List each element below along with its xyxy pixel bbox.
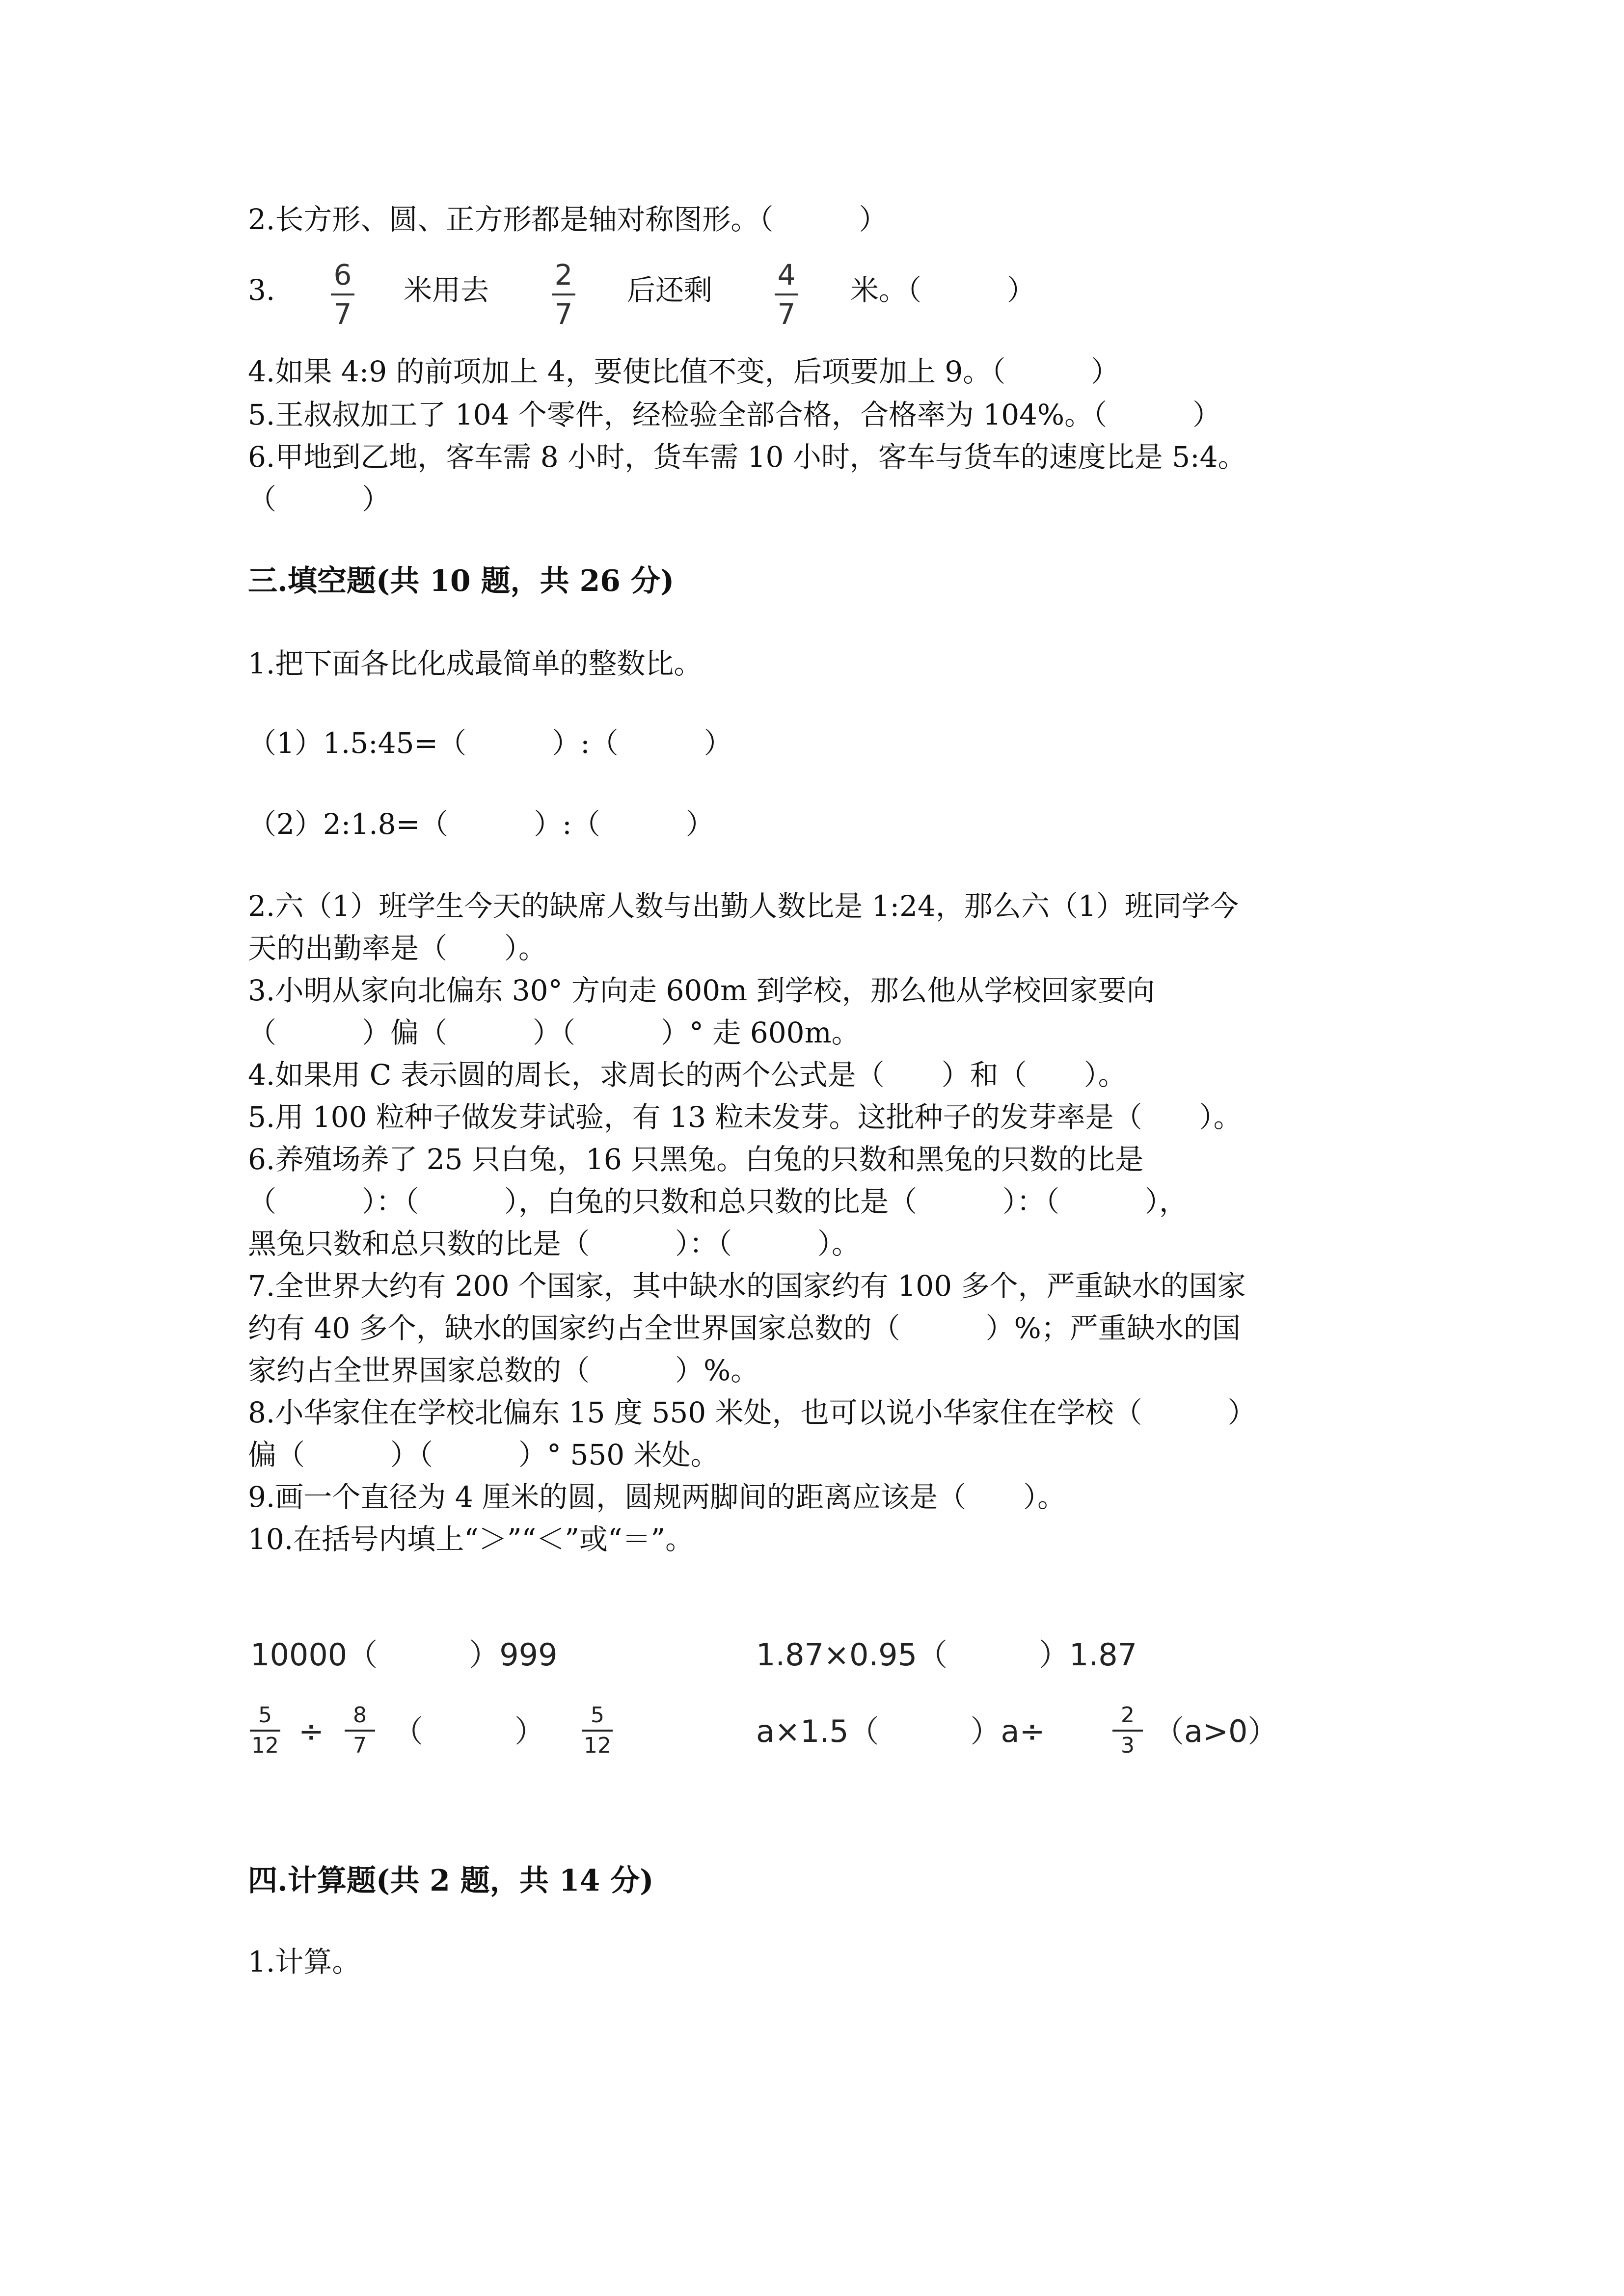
fill-item-7-line-1: 7.全世界大约有 200 个国家，其中缺水的国家约有 100 多个，严重缺水的国家 — [248, 1269, 1246, 1303]
fill-item-7-line-3: 家约占全世界国家总数的（ ）%。 — [248, 1354, 759, 1387]
fill-item-2-line-2: 天的出勤率是（ ）。 — [248, 932, 547, 965]
fraction-numerator: 8 — [353, 1703, 367, 1728]
fraction-denominator: 12 — [251, 1733, 279, 1758]
fraction-denominator: 7 — [554, 297, 573, 331]
fraction-numerator: 5 — [258, 1703, 272, 1728]
compare-row-2-right-a: a×1.5（ ）a÷ — [756, 1713, 1045, 1749]
fraction-bar — [582, 1730, 613, 1732]
fill-item-1-part-2: （2）2:1.8=（ ）:（ ） — [248, 807, 714, 841]
fraction-denominator: 7 — [777, 297, 796, 331]
fraction-4-7 — [772, 259, 801, 330]
compare-row-1-right: 1.87×0.95（ ）1.87 — [756, 1637, 1137, 1673]
fraction-bar — [250, 1730, 280, 1732]
fill-item-9: 9.画一个直径为 4 厘米的圆，圆规两脚间的距离应该是（ ）。 — [248, 1480, 1066, 1514]
judge-item-3-text-a: 米用去 — [404, 273, 489, 307]
compare-row-2-paren: （ ） — [393, 1713, 545, 1749]
fraction-numerator: 2 — [554, 258, 573, 292]
fraction-denominator: 3 — [1121, 1733, 1135, 1758]
fraction-2-7 — [549, 259, 578, 330]
fill-item-10: 10.在括号内填上“＞”“＜”或“＝”。 — [248, 1522, 694, 1556]
fraction-5-12-a — [248, 1703, 282, 1758]
judge-item-3-number: 3. — [248, 273, 275, 307]
fraction-numerator: 6 — [333, 258, 352, 292]
calc-item-1: 1.计算。 — [248, 1945, 361, 1978]
judge-item-6-answer: （ ） — [248, 482, 391, 516]
divide-sign: ÷ — [298, 1713, 324, 1749]
fraction-numerator: 4 — [777, 258, 796, 292]
fill-item-3-line-2: （ ）偏（ ）（ ）° 走 600m。 — [248, 1016, 860, 1049]
fraction-8-7 — [343, 1703, 377, 1758]
fraction-bar — [775, 294, 798, 295]
fraction-bar — [331, 294, 354, 295]
judge-item-3-tail: 米。（ ） — [850, 273, 1036, 307]
fill-item-7-line-2: 约有 40 多个，缺水的国家约占全世界国家总数的（ ）%；严重缺水的国 — [248, 1311, 1241, 1345]
judge-item-3-text-b: 后还剩 — [627, 273, 713, 307]
compare-row-1-left: 10000（ ）999 — [250, 1637, 558, 1673]
judge-item-5: 5.王叔叔加工了 104 个零件，经检验全部合格，合格率为 104%。（ ） — [248, 398, 1221, 431]
fraction-denominator: 7 — [333, 297, 352, 331]
fill-item-6-line-3: 黑兔只数和总只数的比是（ ）：（ ）。 — [248, 1227, 861, 1260]
fill-item-5: 5.用 100 粒种子做发芽试验，有 13 粒未发芽。这批种子的发芽率是（ ）。 — [248, 1100, 1242, 1134]
fill-item-1: 1.把下面各比化成最简单的整数比。 — [248, 647, 703, 680]
fill-item-6-line-2: （ ）：（ ），白兔的只数和总只数的比是（ ）：（ ）， — [248, 1185, 1188, 1218]
fill-item-6-line-1: 6.养殖场养了 25 只白兔，16 只黑兔。白兔的只数和黑兔的只数的比是 — [248, 1143, 1144, 1176]
judge-item-6: 6.甲地到乙地，客车需 8 小时，货车需 10 小时，客车与货车的速度比是 5:4。 — [248, 440, 1246, 474]
judge-item-2: 2.长方形、圆、正方形都是轴对称图形。（ ） — [248, 203, 888, 236]
compare-row-2-right-b: （a>0） — [1154, 1713, 1278, 1749]
fraction-numerator: 2 — [1121, 1703, 1135, 1728]
fill-item-3-line-1: 3.小明从家向北偏东 30° 方向走 600m 到学校，那么他从学校回家要向 — [248, 974, 1155, 1007]
fraction-6-7 — [328, 259, 357, 330]
section-4-heading: 四.计算题(共 2 题，共 14 分) — [248, 1864, 654, 1898]
fill-item-1-part-1: （1）1.5:45=（ ）:（ ） — [248, 726, 732, 760]
fraction-bar — [345, 1730, 375, 1732]
fraction-denominator: 7 — [353, 1733, 367, 1758]
fill-item-2-line-1: 2.六（1）班学生今天的缺席人数与出勤人数比是 1:24，那么六（1）班同学今 — [248, 889, 1239, 923]
fill-item-8-line-1: 8.小华家住在学校北偏东 15 度 550 米处，也可以说小华家住在学校（ ） — [248, 1396, 1256, 1429]
fill-item-8-line-2: 偏（ ）（ ）° 550 米处。 — [248, 1438, 719, 1471]
fill-item-4: 4.如果用 C 表示圆的周长，求周长的两个公式是（ ）和（ ）。 — [248, 1058, 1127, 1092]
fraction-5-12-b — [580, 1703, 615, 1758]
fraction-bar — [552, 294, 575, 295]
fraction-numerator: 5 — [591, 1703, 604, 1728]
fraction-denominator: 12 — [584, 1733, 611, 1758]
section-3-heading: 三.填空题(共 10 题，共 26 分) — [248, 564, 675, 598]
fraction-2-3 — [1110, 1703, 1145, 1758]
fraction-bar — [1112, 1730, 1143, 1732]
judge-item-4: 4.如果 4:9 的前项加上 4，要使比值不变，后项要加上 9。（ ） — [248, 355, 1120, 388]
